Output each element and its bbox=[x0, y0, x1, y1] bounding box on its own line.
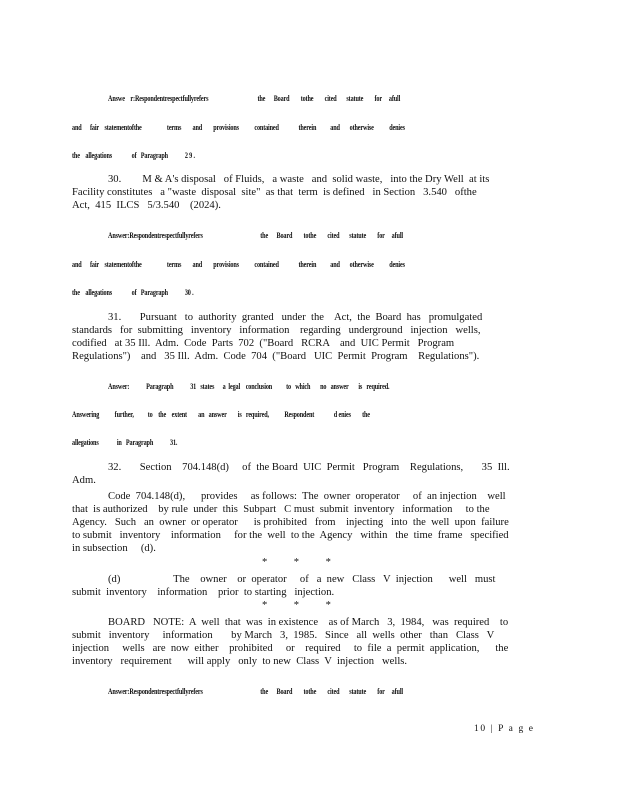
board-note-line-2: submit inventory information by March 3, 1985. Since all wells other than Class V bbox=[72, 630, 495, 641]
paragraph-31-line-2: standards for submitting inventory information regarding underground injection wells, bbox=[72, 325, 481, 336]
answer-30-line-3: the allegations of Paragraph 30 . bbox=[72, 287, 194, 297]
paragraph-31-line-3: codified at 35 Ill. Adm. Code Parts 702 ("Board RCRA and UIC Permit Program bbox=[72, 338, 455, 349]
answer-31-line-2: Answering further, to the extent an answer is required, Respondent d enies the bbox=[72, 409, 370, 419]
page-number: 10 bbox=[474, 724, 487, 734]
paragraph-30-line-1: 30. M & A's disposal of Fluids, a waste and solid waste, into the Dry Well at its bbox=[108, 174, 490, 185]
answer-31-line-3: allegations in Paragraph 31. bbox=[72, 437, 178, 447]
answer-29-line-2: and fair statementofthe terms and provisions contained therein and otherwise denies bbox=[72, 122, 405, 132]
paragraph-30-line-3: Act, 415 ILCS 5/3.540 (2024). bbox=[72, 200, 221, 211]
answer-32-line-1: Answer:Respondentrespectfullyrefers the Board tothe cited statute for afull bbox=[108, 686, 403, 696]
paragraph-30-line-2: Facility constitutes a "waste disposal site" as that term is defined in Section 3.540 ofthe bbox=[72, 187, 477, 198]
board-note-line-3: injection wells are now either prohibited or required to file a permit application, the bbox=[72, 643, 509, 654]
answer-29-line-3: the allegations of Paragraph 2 9 . bbox=[72, 150, 195, 160]
ellipsis-stars-2: * * * bbox=[262, 600, 331, 611]
paragraph-32-line-7: in subsection (d). bbox=[72, 543, 156, 554]
page-footer bbox=[474, 724, 535, 734]
page-label: | P a g e bbox=[490, 724, 535, 734]
subsection-d-line-2: submit inventory information prior to starting injection. bbox=[72, 587, 335, 598]
subsection-d-line-1: (d) The owner or operator of a new Class V injection well must bbox=[108, 574, 496, 585]
paragraph-32-line-6: to submit inventory information for the well to the Agency within the time frame specified bbox=[72, 530, 509, 541]
answer-30-line-1: Answer:Respondentrespectfullyrefers the Board tothe cited statute for afull bbox=[108, 230, 403, 240]
paragraph-32-line-3: Code 704.148(d), provides as follows: The owner oroperator of an injection well bbox=[108, 491, 506, 502]
paragraph-31-line-1: 31. Pursuant to authority granted under the Act, the Board has promulgated bbox=[108, 312, 483, 323]
ellipsis-stars-1: * * * bbox=[262, 557, 331, 568]
board-note-line-4: inventory requirement will apply only to new Class V injection wells. bbox=[72, 656, 408, 667]
paragraph-32-line-1: 32. Section 704.148(d) of the Board UIC Permit Program Regulations, 35 Ill. bbox=[108, 462, 510, 473]
paragraph-32-line-4: that is authorized by rule under this Subpart C must submit inventory information to the bbox=[72, 504, 490, 515]
answer-30-line-2: and fair statementofthe terms and provisions contained therein and otherwise denies bbox=[72, 259, 405, 269]
answer-31-line-1: Answer: Paragraph 31 states a legal conclusion to which no answer is required. bbox=[108, 381, 390, 391]
answer-29-line-1: Answe r:Respondentrespectfullyrefers the Board tothe cited statute for afull bbox=[108, 93, 401, 103]
board-note-line-1: BOARD NOTE: A well that was in existence as of March 3, 1984, was required to bbox=[108, 617, 509, 628]
paragraph-32-line-2: Adm. bbox=[72, 475, 96, 486]
paragraph-32-line-5: Agency. Such an owner or operator is prohibited from injecting into the well upon failure bbox=[72, 517, 509, 528]
paragraph-31-line-4: Regulations") and 35 Ill. Adm. Code 704 ("Board UIC Permit Program Regulations"). bbox=[72, 351, 480, 362]
